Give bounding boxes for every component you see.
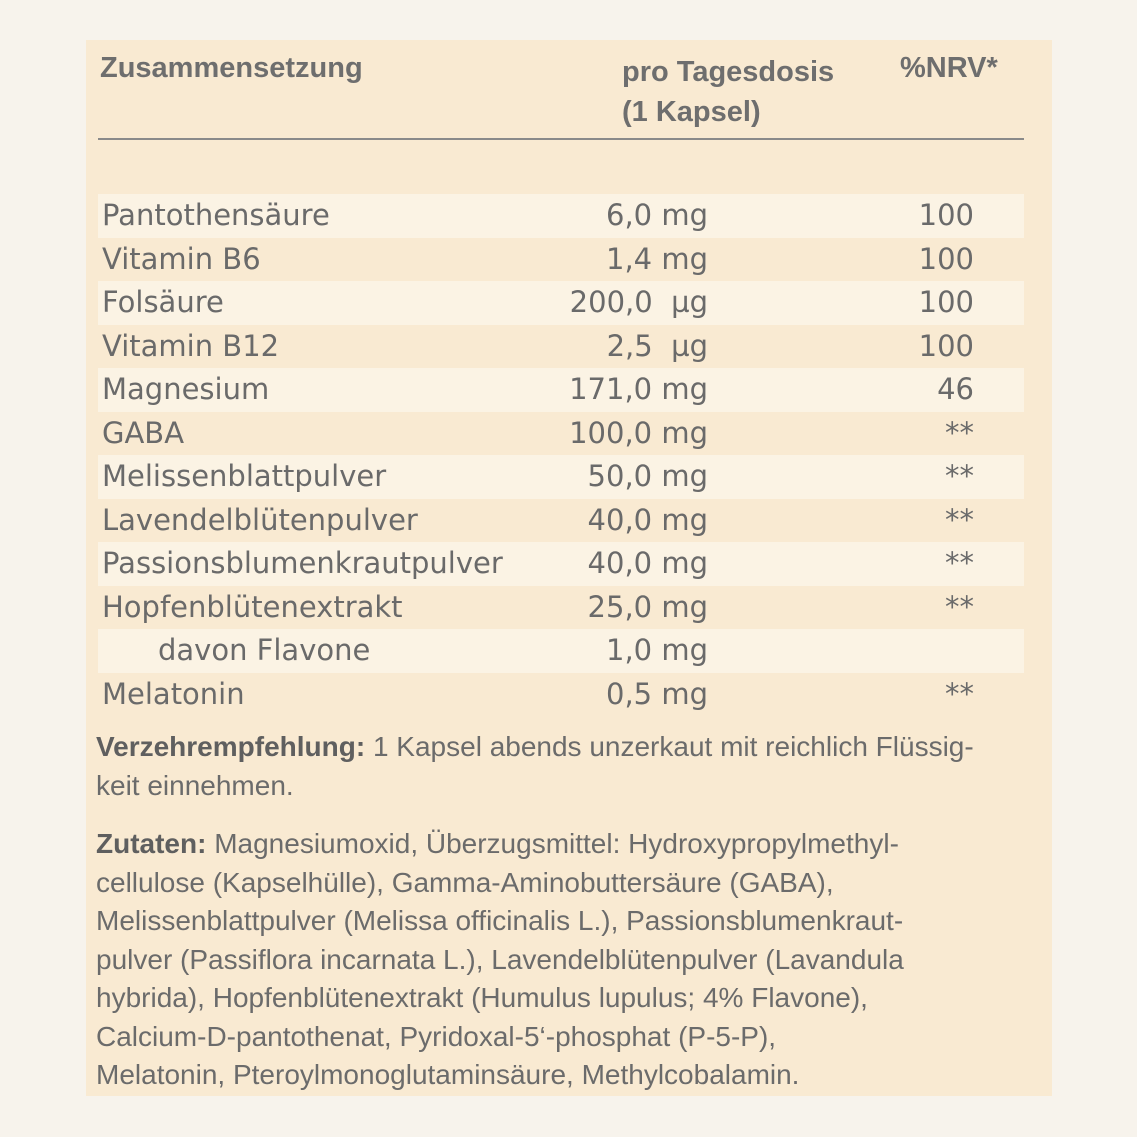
- recommendation-text: 1 Kapsel abends unzerkaut mit reichlich Flüssig-: [365, 731, 974, 762]
- nutrition-label-panel: [86, 40, 1052, 1096]
- nutrient-name: Melissenblattpulver: [102, 459, 387, 493]
- nutrient-name: Vitamin B6: [102, 241, 261, 276]
- nutrient-name: Lavendelblütenpulver: [102, 502, 418, 537]
- nutrient-nrv: **: [945, 502, 974, 537]
- nutrient-amount: 1,0 mg: [606, 633, 708, 667]
- nutrient-amount: 6,0 mg: [606, 198, 708, 232]
- table-row: [98, 673, 1024, 717]
- table-row-sub: [98, 629, 1024, 673]
- table-row: [98, 281, 1024, 325]
- table-row: [98, 586, 1024, 630]
- nutrient-name: davon Flavone: [158, 633, 371, 667]
- ingredients-line: hybrida), Hopfenblütenextrakt (Humulus lupulus; 4% Flavone),: [96, 982, 868, 1013]
- nutrient-amount: 50,0 mg: [587, 459, 708, 493]
- recommendation-line: [96, 728, 1036, 767]
- table-row: [98, 412, 1024, 456]
- nutrient-nrv: **: [945, 676, 974, 711]
- nutrient-table: [98, 194, 1024, 716]
- header-nrv: %NRV*: [900, 52, 998, 84]
- nutrient-name: Pantothensäure: [102, 198, 330, 232]
- nutrient-nrv: 100: [918, 328, 974, 363]
- ingredients-paragraph: [96, 825, 1036, 1095]
- nutrient-nrv: 100: [918, 285, 974, 319]
- nutrient-amount: 25,0 mg: [587, 589, 708, 624]
- nutrient-name: Hopfenblütenextrakt: [102, 589, 403, 624]
- header-dose-line2: (1 Kapsel): [622, 96, 761, 128]
- ingredients-label: Zutaten:: [96, 828, 207, 859]
- table-row: [98, 499, 1024, 543]
- nutrient-name: GABA: [102, 415, 185, 450]
- nutrient-nrv: 100: [918, 198, 974, 232]
- table-row: [98, 238, 1024, 282]
- table-row: [98, 368, 1024, 412]
- nutrient-name: Passionsblumenkrautpulver: [102, 546, 503, 580]
- nutrient-name: Folsäure: [102, 285, 224, 319]
- nutrient-nrv: **: [945, 459, 974, 493]
- table-row: [98, 325, 1024, 369]
- ingredients-line: [96, 825, 1036, 864]
- ingredients-line: pulver (Passiflora incarnata L.), Lavendelblütenpulver (Lavandula: [96, 943, 904, 975]
- header-divider: [98, 138, 1024, 140]
- header-daily-dose: [622, 52, 834, 132]
- ingredients-text: Magnesiumoxid, Überzugsmittel: Hydroxypropylmethyl-: [206, 828, 899, 859]
- header-composition: Zusammensetzung: [100, 52, 363, 84]
- table-header: [86, 40, 1052, 140]
- nutrient-name: Melatonin: [102, 676, 245, 711]
- nutrient-amount: 171,0 mg: [569, 372, 708, 406]
- nutrient-nrv: **: [945, 415, 974, 450]
- nutrient-name: Vitamin B12: [102, 328, 280, 363]
- header-dose-line1: pro Tagesdosis: [622, 56, 835, 88]
- nutrient-amount: 40,0 mg: [587, 502, 708, 537]
- ingredients-line: Melatonin, Pteroylmonoglutaminsäure, Methylcobalamin.: [96, 1059, 800, 1090]
- nutrient-amount: 100,0 mg: [569, 415, 708, 450]
- nutrient-nrv: 46: [937, 372, 974, 406]
- nutrient-amount: 40,0 mg: [587, 546, 708, 580]
- table-row: [98, 194, 1024, 238]
- nutrient-name: Magnesium: [102, 372, 270, 406]
- label-text: [96, 728, 1036, 1115]
- table-row: [98, 455, 1024, 499]
- nutrient-amount: 1,4 mg: [606, 241, 708, 276]
- nutrient-amount: 2,5 µg: [606, 328, 708, 363]
- ingredients-line: Melissenblattpulver (Melissa officinalis L.), Passionsblumenkraut-: [96, 905, 904, 936]
- ingredients-line: cellulose (Kapselhülle), Gamma-Aminobuttersäure (GABA),: [96, 866, 834, 898]
- nutrient-amount: 0,5 mg: [606, 676, 708, 711]
- recommendation-paragraph: [96, 728, 1036, 805]
- ingredients-line: Calcium-D-pantothenat, Pyridoxal-5‘-phosphat (P-5-P),: [96, 1020, 777, 1052]
- nutrient-nrv: **: [945, 546, 974, 580]
- recommendation-line: keit einnehmen.: [96, 769, 294, 801]
- recommendation-label: Verzehrempfehlung:: [96, 731, 366, 762]
- nutrient-amount: 200,0 µg: [569, 285, 708, 319]
- table-row: [98, 542, 1024, 586]
- nutrient-nrv: 100: [918, 241, 974, 276]
- nutrient-nrv: **: [945, 589, 974, 624]
